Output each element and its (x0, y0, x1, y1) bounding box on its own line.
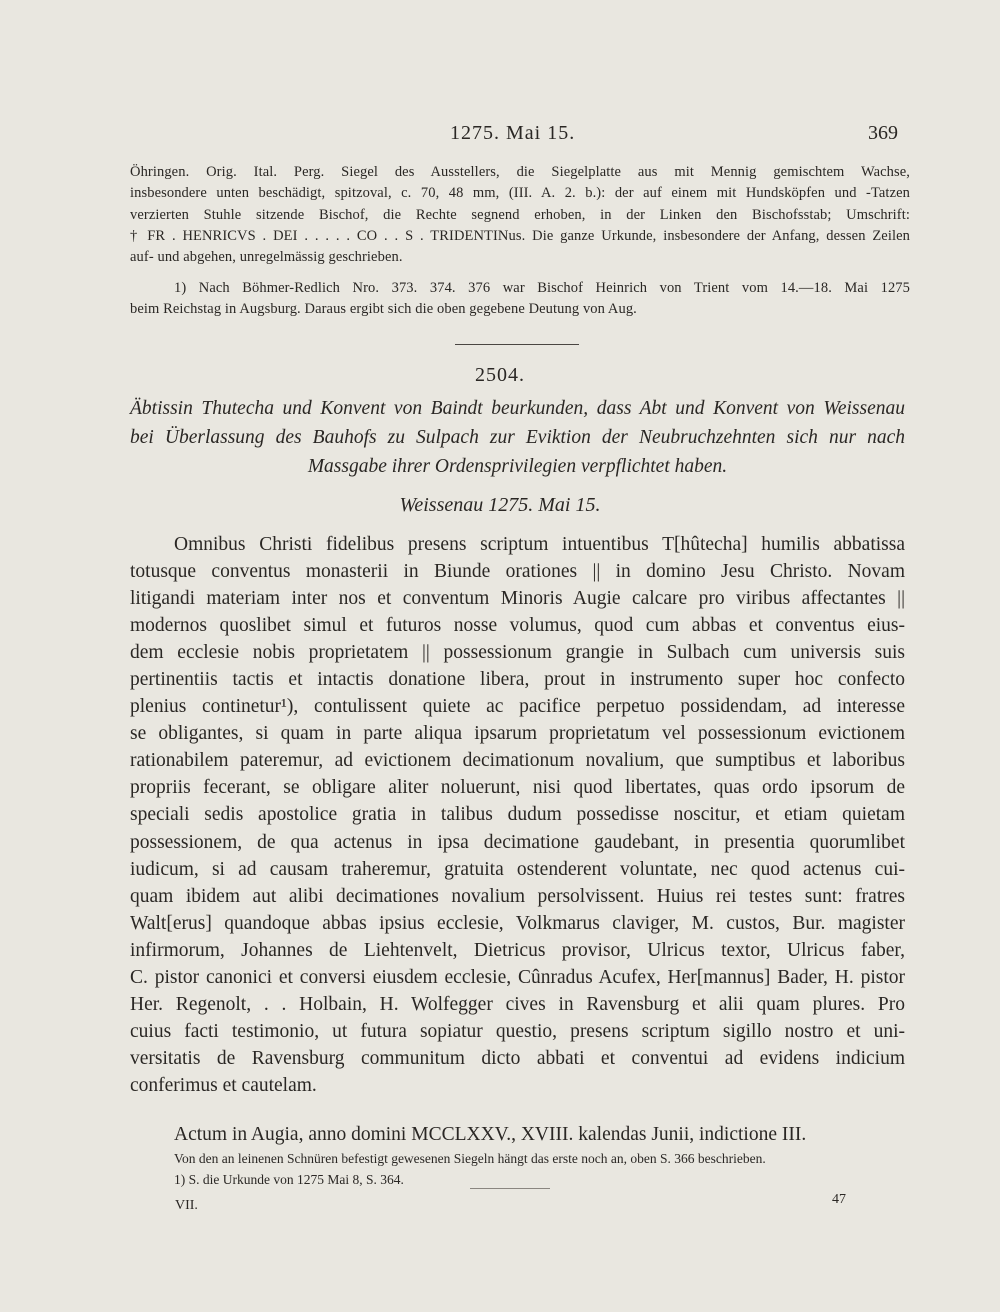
body-line: se obligantes, si quam in parte aliqua ipsarum proprietatum vel possessionum evictionem (130, 723, 905, 745)
footnote-divider (470, 1188, 550, 1189)
body-line: C. pistor canonici et conversi eiusdem ecclesie, Cûnradus Acufex, Her[mannus] Bader, H. pistor (130, 966, 905, 988)
body-line: pertinentiis tactis et intactis donatione libera, prout in instrumento super hoc confecto (130, 669, 905, 691)
document-summary (130, 394, 905, 481)
sheet-number: 47 (832, 1192, 846, 1207)
previous-footnote (130, 278, 910, 321)
note-line: Öhringen. Orig. Ital. Perg. Siegel des Ausstellers, die Siegelplatte aus mit Mennig gemischtem Wachse, (130, 164, 910, 180)
footnote-line: 1) Nach Böhmer-Redlich Nro. 373. 374. 376 war Bischof Heinrich von Trient vom 14.—18. Mai 1275 (174, 280, 910, 296)
previous-document-notes (130, 162, 910, 268)
body-line: litigandi materiam inter nos et conventum Minoris Augie calcare pro viribus affectantes || (130, 588, 905, 610)
summary-line: Massgabe ihrer Ordensprivilegien verpflichtet haben. (307, 456, 728, 477)
note-line: insbesondere unten beschädigt, spitzoval, c. 70, 48 mm, (III. A. 2. b.): der auf einem mit Hundsköpfen und -Tatzen (130, 185, 910, 202)
body-line: plenius continetur¹), contulissent quiete ac pacifice perpetuo possidendam, ad interesse (130, 696, 905, 718)
body-line: Walt[erus] quandoque abbas ipsius ecclesie, Volkmarus claviger, M. custos, Bur. magister (130, 912, 905, 934)
body-line: modernos quoslibet simul et futuros nosse volumus, quod cum abbas et conventus eius- (130, 615, 905, 637)
body-line: infirmorum, Johannes de Liehtenvelt, Dietricus provisor, Ulricus textor, Ulricus faber, (130, 939, 905, 961)
body-line: iudicum, si ad causam traheremur, gratuita ostenderent voluntate, nec quod actenus cui- (130, 858, 905, 880)
page-number: 369 (868, 122, 898, 144)
footnote-line: beim Reichstag in Augsburg. Daraus ergibt sich die oben gegebene Deutung von Aug. (130, 301, 637, 318)
body-line: rationabilem pateremur, ad evictionem decimationum novalium, que sumptibus et laboribus (130, 750, 905, 772)
summary-line: Äbtissin Thutecha und Konvent von Baindt beurkunden, dass Abt und Konvent von Weissenau (130, 398, 905, 419)
body-line: Her. Regenolt, . . Holbain, H. Wolfegger cives in Ravensburg et alii quam plures. Pro (130, 993, 905, 1015)
running-title: 1275. Mai 15. (450, 122, 576, 144)
body-line: dem ecclesie nobis proprietatem || possessionum grangie in Sulbach cum universis suis (130, 642, 905, 664)
body-line: cuius facti testimonio, ut futura sopiatur questio, presens scriptum sigillo nostro et uni- (130, 1020, 905, 1042)
body-line: Omnibus Christi fidelibus presens scriptum intuentibus T[hûtecha] humilis abbatissa (174, 534, 905, 555)
body-line: speciali sedis apostolice gratia in talibus dudum possedisse noscitur, et etiam quietam (130, 804, 905, 826)
document-number: 2504. (475, 364, 525, 386)
body-line: propriis fecerant, se obligare aliter noluerunt, nisi quod libertates, quas ordo ipsorum de (130, 777, 905, 799)
body-line: possessionem, de qua actenus in ipsa decimatione gaudebant, in presentia quorumlibet (130, 831, 905, 853)
document-body (130, 531, 905, 1099)
body-line: totusque conventus monasterii in Biunde orationes || in domino Jesu Christo. Novam (130, 561, 905, 583)
actum-dating-clause: Actum in Augia, anno domini MCCLXXV., XVIII. kalendas Junii, indictione III. (174, 1124, 807, 1145)
body-line: conferimus et cautelam. (130, 1074, 317, 1096)
note-line: verzierten Stuhle sitzende Bischof, die Rechte segnend erhoben, in der Linken den Bischofsstab; Umschrift: (130, 206, 910, 223)
summary-line: bei Überlassung des Bauhofs zu Sulpach zur Eviktion der Neubruchzehnten sich nur nach (130, 427, 905, 448)
footnote-line: 1) S. die Urkunde von 1275 Mai 8, S. 364. (174, 1172, 404, 1187)
note-line: auf- und abgehen, unregelmässig geschrieben. (130, 249, 403, 266)
section-divider (455, 344, 579, 345)
place-and-date: Weissenau 1275. Mai 15. (399, 494, 601, 516)
printer-signature: VII. (175, 1198, 198, 1213)
document-footnotes (174, 1148, 905, 1190)
body-line: quam ibidem aut alibi decimationes novalium persolvissent. Huius rei testes sunt: fratres (130, 885, 905, 907)
body-line: versitatis de Ravensburg communitum dicto abbati et conventui ad evidens indicium (130, 1047, 905, 1069)
footnote-line: Von den an leinenen Schnüren befestigt gewesenen Siegeln hängt das erste noch an, oben S. 366 beschrieben. (174, 1151, 766, 1166)
note-line: † FR . HENRICVS . DEI . . . . . CO . . S . TRIDENTINus. Die ganze Urkunde, insbesondere der Anfang, dessen Zeilen (130, 227, 910, 244)
